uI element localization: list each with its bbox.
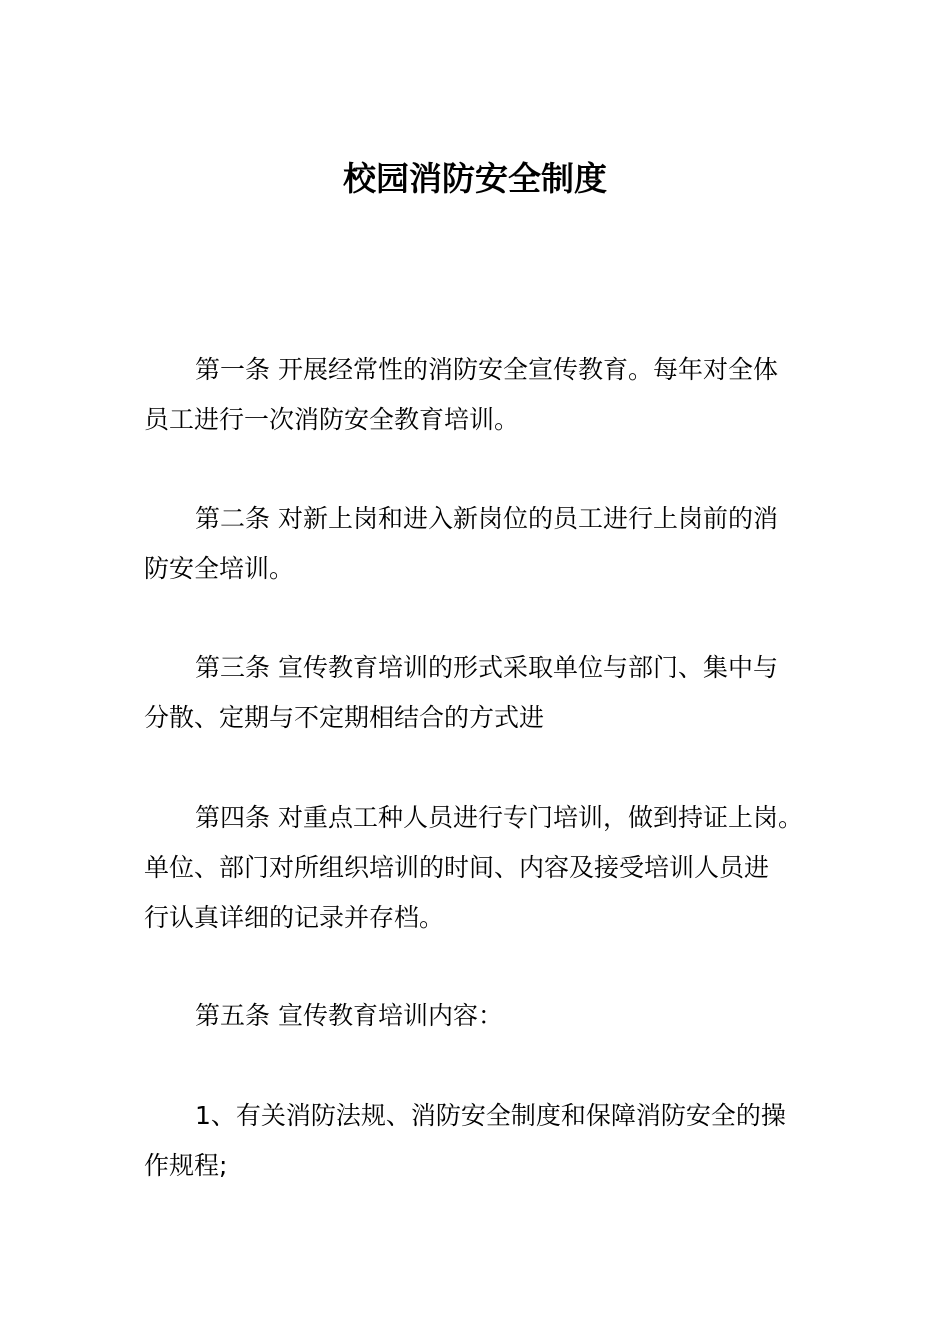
paragraph-article-3 — [144, 643, 810, 743]
paragraph-article-5 — [144, 991, 810, 1041]
paragraph-line: 第四条 对重点工种人员进行专门培训，做到持证上岗。 — [195, 803, 803, 832]
paragraph-article-4 — [144, 793, 810, 943]
paragraph-line: 第五条 宣传教育培训内容： — [195, 1001, 503, 1030]
paragraph-list-item-1 — [144, 1091, 810, 1191]
paragraph-line: 第三条 宣传教育培训的形式采取单位与部门、集中与 — [195, 653, 778, 682]
paragraph-line: 1、有关消防法规、消防安全制度和保障消防安全的操 — [195, 1101, 786, 1130]
paragraph-line: 行认真详细的记录并存档。 — [144, 903, 445, 932]
paragraph-line: 员工进行一次消防安全教育培训。 — [144, 405, 520, 434]
paragraph-line: 第一条 开展经常性的消防安全宣传教育。每年对全体 — [195, 355, 778, 384]
paragraph-article-1 — [144, 345, 810, 445]
paragraph-line: 防安全培训。 — [144, 554, 295, 583]
paragraph-article-2 — [144, 494, 810, 594]
paragraph-line: 作规程; — [144, 1151, 228, 1180]
paragraph-line: 分散、定期与不定期相结合的方式进 — [144, 703, 545, 732]
paragraph-line: 第二条 对新上岗和进入新岗位的员工进行上岗前的消 — [195, 504, 778, 533]
paragraph-line: 单位、部门对所组织培训的时间、内容及接受培训人员进 — [144, 853, 770, 882]
document-title: 校园消防安全制度 — [343, 159, 607, 198]
